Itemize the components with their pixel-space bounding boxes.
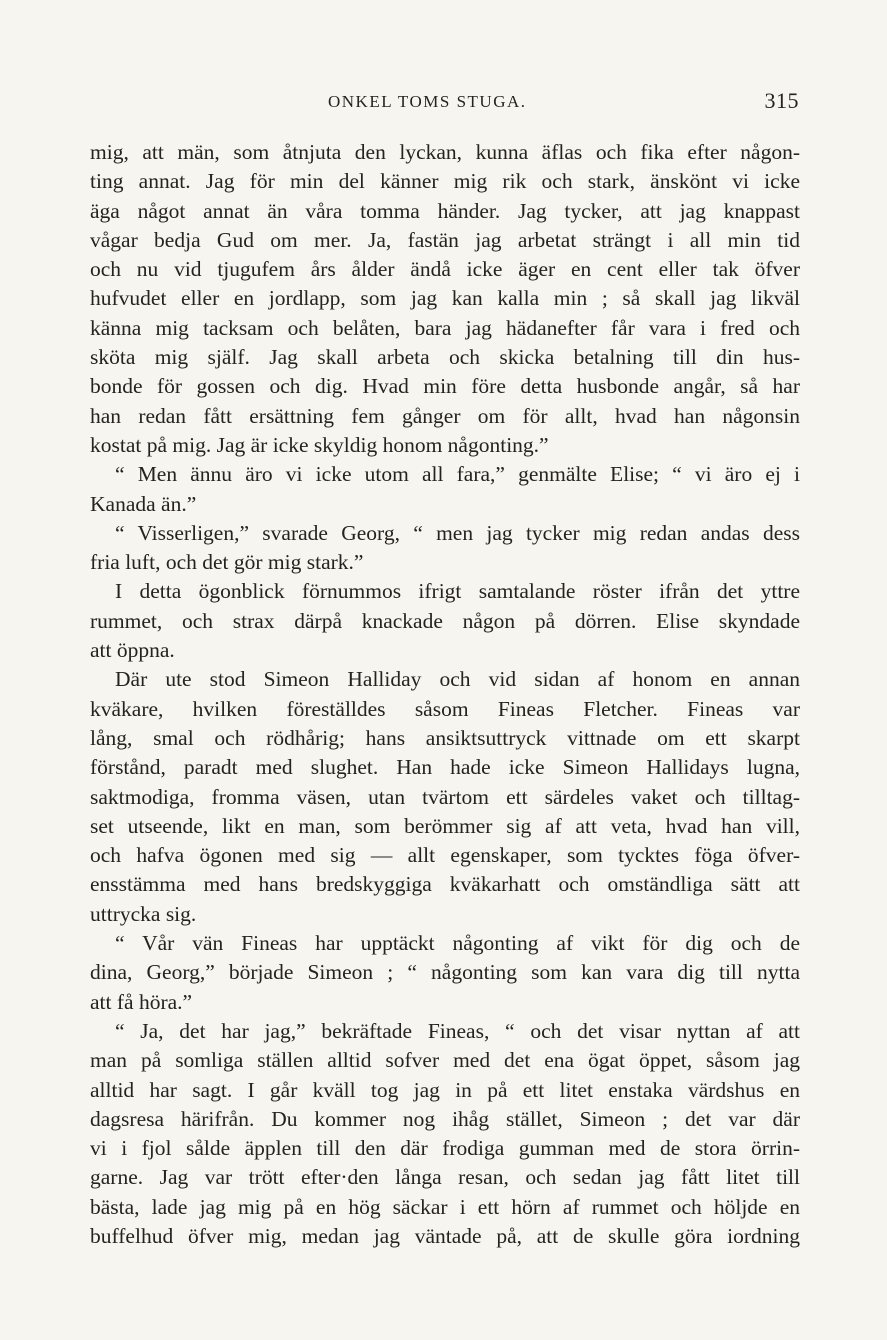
text-line: kväkare, hvilken föreställdes såsom Fineas Fletcher. Fineas var	[90, 696, 800, 721]
text-line: äga något annat än våra tomma händer. Jag tycker, att jag knappast	[90, 198, 800, 223]
running-title: ONKEL TOMS STUGA.	[328, 92, 527, 111]
text-line: känna mig tacksam och belåten, bara jag hädanefter får vara i fred och	[90, 315, 800, 340]
text-line: set utseende, likt en man, som berömmer sig af att veta, hvad han vill,	[90, 813, 800, 838]
running-head	[0, 88, 887, 118]
text-line: ensstämma med hans bredskyggiga kväkarhatt och omständliga sätt att	[90, 872, 800, 897]
text-line: uttrycka sig.	[90, 901, 197, 926]
text-line: “ Men ännu äro vi icke utom all fara,” genmälte Elise; “ vi äro ej i	[115, 462, 800, 487]
text-line: att få höra.”	[90, 989, 193, 1014]
text-line: att öppna.	[90, 638, 175, 663]
text-line: rummet, och strax därpå knackade någon på dörren. Elise skyndade	[90, 608, 800, 633]
text-line: Där ute stod Simeon Halliday och vid sidan af honom en annan	[115, 667, 800, 692]
text-line: förstånd, paradt med slughet. Han hade icke Simeon Hallidays lugna,	[90, 755, 800, 780]
text-line: garne. Jag var trött efter·den långa resan, och sedan jag fått litet till	[90, 1165, 800, 1190]
text-line: saktmodiga, fromma väsen, utan tvärtom ett särdeles vaket och tilltag-	[90, 784, 800, 809]
text-line: lång, smal och rödhårig; hans ansiktsuttryck vittnade om ett skarpt	[90, 725, 800, 750]
text-line: kostat på mig. Jag är icke skyldig honom någonting.”	[90, 432, 549, 457]
text-line: I detta ögonblick förnummos ifrigt samtalande röster ifrån det yttre	[115, 579, 800, 604]
text-line: ting annat. Jag för min del känner mig rik och stark, änskönt vi icke	[90, 169, 800, 194]
text-line: sköta mig själf. Jag skall arbeta och skicka betalning till din hus-	[90, 345, 800, 370]
text-line: Kanada än.”	[90, 491, 197, 516]
text-line: bonde för gossen och dig. Hvad min före detta husbonde angår, så har	[90, 374, 800, 399]
text-line: fria luft, och det gör mig stark.”	[90, 550, 364, 575]
text-line: vågar bedja Gud om mer. Ja, fastän jag arbetat strängt i all min tid	[90, 227, 800, 252]
text-line: “ Ja, det har jag,” bekräftade Fineas, “ och det visar nyttan af att	[115, 1018, 800, 1043]
text-line: “ Visserligen,” svarade Georg, “ men jag tycker mig redan andas dess	[115, 520, 800, 545]
page-number: 315	[764, 88, 799, 113]
text-line: och nu vid tjugufem års ålder ändå icke äger en cent eller tak öfver	[90, 257, 800, 282]
text-line: alltid har sagt. I går kväll tog jag in på ett litet enstaka värdshus en	[90, 1077, 800, 1102]
body-text	[90, 138, 800, 1251]
text-line: vi i fjol sålde äpplen till den där frodiga gumman med de stora örrin-	[90, 1136, 800, 1161]
text-line: dagsresa härifrån. Du kommer nog ihåg stället, Simeon ; det var där	[90, 1106, 800, 1131]
text-line: och hafva ögonen med sig — allt egenskaper, som tycktes föga öfver-	[90, 843, 800, 868]
text-line: hufvudet eller en jordlapp, som jag kan kalla min ; så skall jag likväl	[90, 286, 800, 311]
text-line: man på somliga ställen alltid sofver med det ena ögat öppet, såsom jag	[90, 1048, 800, 1073]
text-line: “ Vår vän Fineas har upptäckt någonting af vikt för dig och de	[115, 931, 800, 956]
text-line: bästa, lade jag mig på en hög säckar i ett hörn af rummet och höljde en	[90, 1194, 800, 1219]
text-line: buffelhud öfver mig, medan jag väntade på, att de skulle göra iordning	[90, 1223, 800, 1248]
text-line: dina, Georg,” började Simeon ; “ någonting som kan vara dig till nytta	[90, 960, 800, 985]
text-line: han redan fått ersättning fem gånger om för allt, hvad han någonsin	[90, 403, 800, 428]
text-line: mig, att män, som åtnjuta den lyckan, kunna äflas och fika efter någon-	[90, 140, 800, 164]
